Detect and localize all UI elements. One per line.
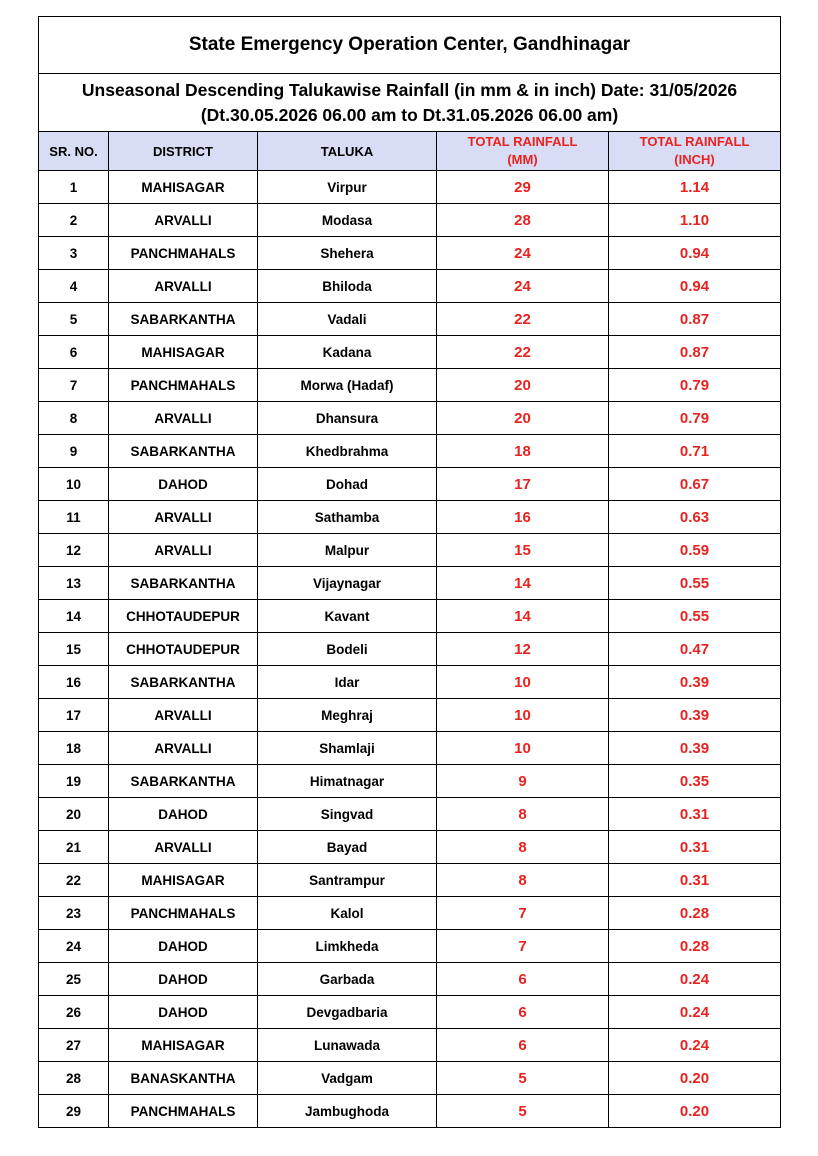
district-cell: MAHISAGAR [109, 336, 258, 369]
sr-no-cell: 4 [39, 270, 109, 303]
district-cell: DAHOD [109, 963, 258, 996]
sr-no-cell: 29 [39, 1095, 109, 1128]
sr-no-cell: 7 [39, 369, 109, 402]
table-row [39, 765, 781, 798]
rainfall-inch-cell: 0.20 [609, 1095, 781, 1128]
sr-no-cell: 11 [39, 501, 109, 534]
rainfall-mm-cell: 9 [437, 765, 609, 798]
district-cell: ARVALLI [109, 732, 258, 765]
rainfall-mm-cell: 28 [437, 204, 609, 237]
district-cell: SABARKANTHA [109, 303, 258, 336]
table-row [39, 600, 781, 633]
sr-no-cell: 13 [39, 567, 109, 600]
taluka-cell: Kalol [258, 897, 437, 930]
sr-no-cell: 9 [39, 435, 109, 468]
sr-no-cell: 16 [39, 666, 109, 699]
district-cell: DAHOD [109, 798, 258, 831]
taluka-cell: Kadana [258, 336, 437, 369]
sr-no-cell: 10 [39, 468, 109, 501]
taluka-cell: Meghraj [258, 699, 437, 732]
table-row [39, 171, 781, 204]
rainfall-table [38, 16, 781, 1128]
sr-no-cell: 27 [39, 1029, 109, 1062]
rainfall-inch-cell: 0.31 [609, 864, 781, 897]
sr-no-cell: 12 [39, 534, 109, 567]
district-cell: DAHOD [109, 930, 258, 963]
rainfall-mm-cell: 24 [437, 270, 609, 303]
rainfall-inch-cell: 0.67 [609, 468, 781, 501]
sr-no-cell: 8 [39, 402, 109, 435]
table-row [39, 501, 781, 534]
rainfall-mm-cell: 17 [437, 468, 609, 501]
table-row [39, 303, 781, 336]
rainfall-inch-cell: 0.24 [609, 1029, 781, 1062]
taluka-cell: Limkheda [258, 930, 437, 963]
sr-no-cell: 5 [39, 303, 109, 336]
district-cell: ARVALLI [109, 501, 258, 534]
table-row [39, 336, 781, 369]
rainfall-inch-cell: 0.24 [609, 963, 781, 996]
table-row [39, 963, 781, 996]
rainfall-mm-cell: 14 [437, 567, 609, 600]
rainfall-mm-cell: 24 [437, 237, 609, 270]
rainfall-mm-cell: 14 [437, 600, 609, 633]
table-row [39, 897, 781, 930]
rainfall-mm-cell: 15 [437, 534, 609, 567]
table-row [39, 798, 781, 831]
rainfall-mm-cell: 7 [437, 897, 609, 930]
rainfall-inch-cell: 0.39 [609, 666, 781, 699]
table-row [39, 402, 781, 435]
district-cell: PANCHMAHALS [109, 237, 258, 270]
column-header-rainfall-inch-line1: TOTAL RAINFALL [639, 134, 750, 149]
rainfall-inch-cell: 0.94 [609, 270, 781, 303]
rainfall-inch-cell: 0.31 [609, 798, 781, 831]
rainfall-inch-cell: 0.39 [609, 699, 781, 732]
rainfall-mm-cell: 6 [437, 996, 609, 1029]
district-cell: SABARKANTHA [109, 765, 258, 798]
sr-no-cell: 17 [39, 699, 109, 732]
district-cell: MAHISAGAR [109, 864, 258, 897]
rainfall-inch-cell: 0.47 [609, 633, 781, 666]
district-cell: PANCHMAHALS [109, 1095, 258, 1128]
rainfall-inch-cell: 0.87 [609, 336, 781, 369]
table-row [39, 204, 781, 237]
table-row [39, 270, 781, 303]
district-cell: ARVALLI [109, 699, 258, 732]
rainfall-mm-cell: 10 [437, 732, 609, 765]
district-cell: CHHOTAUDEPUR [109, 600, 258, 633]
report-subtitle-line2: (Dt.30.05.2026 06.00 am to Dt.31.05.2026 06.00 am) [200, 104, 619, 125]
table-row [39, 369, 781, 402]
sr-no-cell: 28 [39, 1062, 109, 1095]
taluka-cell: Dohad [258, 468, 437, 501]
taluka-cell: Bhiloda [258, 270, 437, 303]
rainfall-inch-cell: 0.63 [609, 501, 781, 534]
sr-no-cell: 21 [39, 831, 109, 864]
taluka-cell: Singvad [258, 798, 437, 831]
sr-no-cell: 26 [39, 996, 109, 1029]
column-header-district: DISTRICT [109, 132, 258, 171]
sr-no-cell: 20 [39, 798, 109, 831]
rainfall-mm-cell: 16 [437, 501, 609, 534]
rainfall-inch-cell: 0.79 [609, 402, 781, 435]
rainfall-inch-cell: 0.71 [609, 435, 781, 468]
taluka-cell: Himatnagar [258, 765, 437, 798]
sr-no-cell: 2 [39, 204, 109, 237]
district-cell: SABARKANTHA [109, 435, 258, 468]
taluka-cell: Malpur [258, 534, 437, 567]
district-cell: ARVALLI [109, 534, 258, 567]
district-cell: ARVALLI [109, 204, 258, 237]
taluka-cell: Shamlaji [258, 732, 437, 765]
taluka-cell: Morwa (Hadaf) [258, 369, 437, 402]
table-row [39, 237, 781, 270]
rainfall-inch-cell: 0.31 [609, 831, 781, 864]
district-cell: SABARKANTHA [109, 666, 258, 699]
rainfall-mm-cell: 5 [437, 1062, 609, 1095]
rainfall-inch-cell: 0.55 [609, 600, 781, 633]
table-row [39, 666, 781, 699]
rainfall-mm-cell: 10 [437, 699, 609, 732]
sr-no-cell: 1 [39, 171, 109, 204]
rainfall-inch-cell: 0.87 [609, 303, 781, 336]
taluka-cell: Shehera [258, 237, 437, 270]
rainfall-mm-cell: 22 [437, 303, 609, 336]
column-header-rainfall-inch [609, 132, 781, 171]
table-row [39, 1029, 781, 1062]
taluka-cell: Santrampur [258, 864, 437, 897]
taluka-cell: Jambughoda [258, 1095, 437, 1128]
column-header-rainfall-mm-line1: TOTAL RAINFALL [467, 134, 578, 149]
taluka-cell: Vijaynagar [258, 567, 437, 600]
taluka-cell: Garbada [258, 963, 437, 996]
sr-no-cell: 6 [39, 336, 109, 369]
rainfall-mm-cell: 5 [437, 1095, 609, 1128]
rainfall-mm-cell: 10 [437, 666, 609, 699]
taluka-cell: Vadali [258, 303, 437, 336]
column-header-rainfall-mm [437, 132, 609, 171]
rainfall-inch-cell: 0.24 [609, 996, 781, 1029]
column-header-sr-no: SR. NO. [39, 132, 109, 171]
rainfall-inch-cell: 0.39 [609, 732, 781, 765]
rainfall-inch-cell: 0.28 [609, 930, 781, 963]
rainfall-mm-cell: 6 [437, 963, 609, 996]
table-row [39, 996, 781, 1029]
table-row [39, 1095, 781, 1128]
rainfall-inch-cell: 0.55 [609, 567, 781, 600]
column-header-taluka: TALUKA [258, 132, 437, 171]
rainfall-report [38, 16, 780, 1128]
rainfall-mm-cell: 8 [437, 831, 609, 864]
sr-no-cell: 24 [39, 930, 109, 963]
report-subtitle-line1: Unseasonal Descending Talukawise Rainfall (in mm & in inch) Date: 31/05/2026 [81, 79, 738, 100]
rainfall-inch-cell: 0.28 [609, 897, 781, 930]
district-cell: MAHISAGAR [109, 171, 258, 204]
rainfall-mm-cell: 8 [437, 798, 609, 831]
sr-no-cell: 14 [39, 600, 109, 633]
column-header-row [39, 132, 781, 171]
rainfall-inch-cell: 1.14 [609, 171, 781, 204]
taluka-cell: Lunawada [258, 1029, 437, 1062]
table-row [39, 699, 781, 732]
rainfall-inch-cell: 1.10 [609, 204, 781, 237]
sr-no-cell: 25 [39, 963, 109, 996]
district-cell: PANCHMAHALS [109, 369, 258, 402]
table-row [39, 435, 781, 468]
rainfall-mm-cell: 8 [437, 864, 609, 897]
taluka-cell: Modasa [258, 204, 437, 237]
table-row [39, 1062, 781, 1095]
sr-no-cell: 15 [39, 633, 109, 666]
table-row [39, 864, 781, 897]
taluka-cell: Bayad [258, 831, 437, 864]
taluka-cell: Dhansura [258, 402, 437, 435]
rainfall-mm-cell: 7 [437, 930, 609, 963]
taluka-cell: Bodeli [258, 633, 437, 666]
report-subtitle [39, 74, 781, 132]
sr-no-cell: 23 [39, 897, 109, 930]
rainfall-mm-cell: 6 [437, 1029, 609, 1062]
taluka-cell: Kavant [258, 600, 437, 633]
table-row [39, 633, 781, 666]
sr-no-cell: 19 [39, 765, 109, 798]
table-row [39, 930, 781, 963]
rainfall-inch-cell: 0.59 [609, 534, 781, 567]
rainfall-inch-cell: 0.79 [609, 369, 781, 402]
rainfall-mm-cell: 22 [437, 336, 609, 369]
taluka-cell: Vadgam [258, 1062, 437, 1095]
table-row [39, 534, 781, 567]
district-cell: DAHOD [109, 468, 258, 501]
rainfall-mm-cell: 12 [437, 633, 609, 666]
taluka-cell: Idar [258, 666, 437, 699]
taluka-cell: Khedbrahma [258, 435, 437, 468]
district-cell: PANCHMAHALS [109, 897, 258, 930]
taluka-cell: Virpur [258, 171, 437, 204]
rainfall-mm-cell: 20 [437, 369, 609, 402]
table-row [39, 732, 781, 765]
district-cell: BANASKANTHA [109, 1062, 258, 1095]
district-cell: DAHOD [109, 996, 258, 1029]
rainfall-mm-cell: 20 [437, 402, 609, 435]
district-cell: ARVALLI [109, 831, 258, 864]
sr-no-cell: 22 [39, 864, 109, 897]
report-title: State Emergency Operation Center, Gandhinagar [39, 17, 781, 74]
rainfall-mm-cell: 29 [437, 171, 609, 204]
column-header-rainfall-inch-line2: (INCH) [674, 152, 715, 167]
table-row [39, 468, 781, 501]
district-cell: MAHISAGAR [109, 1029, 258, 1062]
district-cell: CHHOTAUDEPUR [109, 633, 258, 666]
table-body [39, 171, 781, 1128]
rainfall-mm-cell: 18 [437, 435, 609, 468]
district-cell: ARVALLI [109, 402, 258, 435]
sr-no-cell: 18 [39, 732, 109, 765]
taluka-cell: Devgadbaria [258, 996, 437, 1029]
table-row [39, 567, 781, 600]
district-cell: ARVALLI [109, 270, 258, 303]
table-row [39, 831, 781, 864]
column-header-rainfall-mm-line2: (MM) [507, 152, 538, 167]
rainfall-inch-cell: 0.35 [609, 765, 781, 798]
sr-no-cell: 3 [39, 237, 109, 270]
rainfall-inch-cell: 0.94 [609, 237, 781, 270]
rainfall-inch-cell: 0.20 [609, 1062, 781, 1095]
taluka-cell: Sathamba [258, 501, 437, 534]
district-cell: SABARKANTHA [109, 567, 258, 600]
